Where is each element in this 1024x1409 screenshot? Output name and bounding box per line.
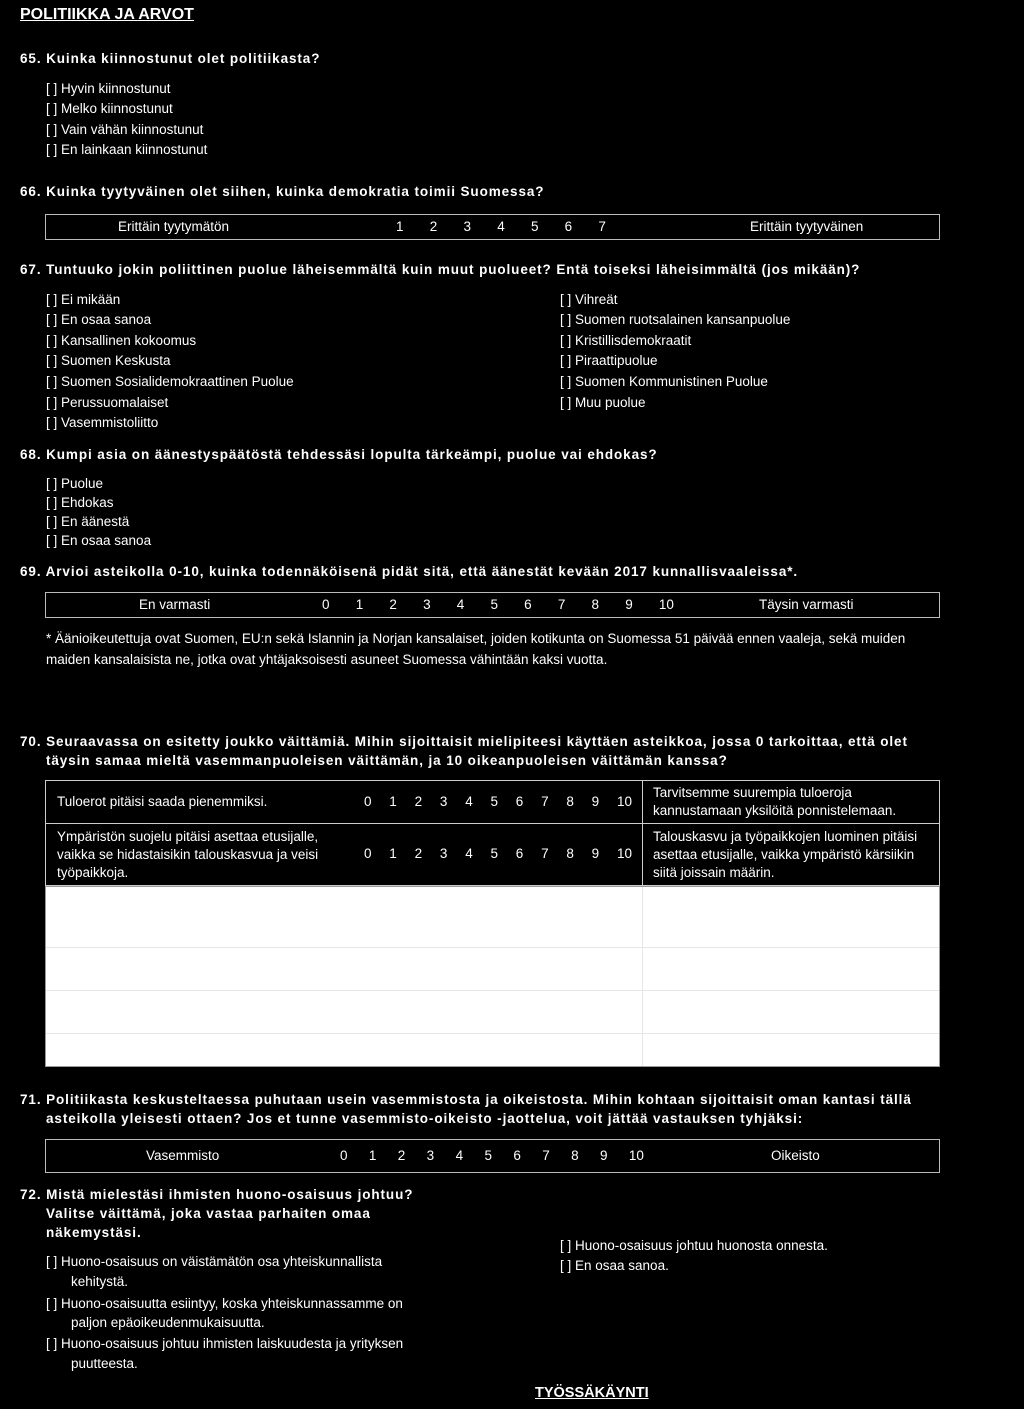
- scale-right-label: Täysin varmasti: [759, 597, 854, 612]
- scale-value[interactable]: 3: [426, 1148, 435, 1163]
- section-title: POLITIIKKA JA ARVOT: [20, 6, 194, 23]
- question-text-line-2: Valitse väittämä, joka vastaa parhaiten omaa: [46, 1206, 371, 1221]
- option-q72-right-2[interactable]: [ ] En osaa sanoa.: [560, 1258, 669, 1273]
- option-q65-4[interactable]: [ ] En lainkaan kiinnostunut: [46, 142, 208, 157]
- option-q65-2[interactable]: [ ] Melko kiinnostunut: [46, 101, 173, 116]
- question-text: Kumpi asia on äänestyspäätöstä tehdessäsi lopulta tärkeämpi, puolue vai ehdokas?: [46, 447, 658, 462]
- statement-left-2: Ympäristön suojelu pitäisi asettaa etusijalle, vaikka se hidastaisikin talouskasvua ja veisi työpaikkoja.: [57, 829, 319, 880]
- row-divider: [46, 1033, 939, 1034]
- option-q72-left-3[interactable]: [ ] Huono-osaisuus johtuu ihmisten laiskuudesta ja yrityksen: [46, 1336, 404, 1351]
- scale-numbers-row-2: [364, 846, 632, 861]
- scale-left-label: Erittäin tyytymätön: [118, 219, 230, 234]
- scale-numbers: [340, 1148, 644, 1163]
- question-70: [20, 734, 908, 749]
- option-q67-right-1[interactable]: [ ] Vihreät: [560, 292, 618, 307]
- scale-value[interactable]: 5: [490, 794, 498, 809]
- question-71: [20, 1092, 912, 1107]
- question-68: [20, 447, 658, 462]
- option-q67-left-7[interactable]: [ ] Vasemmistoliitto: [46, 415, 159, 430]
- scale-value[interactable]: 3: [463, 219, 471, 234]
- scale-value[interactable]: 4: [455, 1148, 464, 1163]
- option-q67-right-2[interactable]: [ ] Suomen ruotsalainen kansanpuolue: [560, 312, 791, 327]
- scale-value[interactable]: 2: [389, 597, 397, 612]
- question-text-line-2: asteikolla yleisesti ottaen? Jos et tunne vasemmisto-oikeisto -jaottelua, voit jättää vastauksen tyhjäksi:: [46, 1111, 804, 1126]
- footnote-line-2: maiden kansalaisista ne, jotka ovat yhtäjaksoisesti asuneet Suomessa vähintään kaksi vuotta.: [46, 652, 608, 667]
- column-divider: [642, 887, 643, 1066]
- scale-value[interactable]: 1: [396, 219, 404, 234]
- scale-value[interactable]: 9: [591, 794, 600, 809]
- question-text-line-1: Politiikasta keskusteltaessa puhutaan usein vasemmistosta ja oikeistosta. Mihin kohtaan sijoittaisit oman kantasi tällä: [46, 1092, 912, 1107]
- scale-value[interactable]: 4: [497, 219, 505, 234]
- question-text: Kuinka kiinnostunut olet politiikasta?: [46, 51, 321, 66]
- scale-left-label: En varmasti: [139, 597, 211, 612]
- question-number: 70.: [20, 734, 42, 749]
- scale-value[interactable]: 5: [490, 597, 498, 612]
- option-q68-4[interactable]: [ ] En osaa sanoa: [46, 533, 152, 548]
- question-text-line-1: Mistä mielestäsi ihmisten huono-osaisuus johtuu?: [46, 1187, 414, 1202]
- scale-numbers: [322, 597, 674, 612]
- question-text: Kuinka tyytyväinen olet siihen, kuinka demokratia toimii Suomessa?: [46, 184, 545, 199]
- option-q67-left-3[interactable]: [ ] Kansallinen kokoomus: [46, 333, 197, 348]
- statement-right-2: Talouskasvu ja työpaikkojen luominen pitäisi asettaa etusijalle, vaikka ympäristö kärsiikin siitä joissain määrin.: [653, 829, 918, 880]
- option-q67-left-1[interactable]: [ ] Ei mikään: [46, 292, 121, 307]
- scale-value[interactable]: 4: [465, 794, 473, 809]
- scale-value[interactable]: 0: [364, 794, 372, 809]
- scale-value[interactable]: 1: [389, 794, 397, 809]
- scale-value[interactable]: 8: [591, 597, 600, 612]
- scale-value[interactable]: 3: [423, 597, 431, 612]
- option-q65-1[interactable]: [ ] Hyvin kiinnostunut: [46, 81, 171, 96]
- option-q72-left-3-cont: puutteesta.: [71, 1356, 138, 1371]
- scale-value[interactable]: 6: [515, 846, 524, 861]
- scale-value[interactable]: 0: [322, 597, 330, 612]
- scale-value[interactable]: 6: [524, 597, 532, 612]
- next-section-title: TYÖSSÄKÄYNTI: [535, 1385, 649, 1401]
- scale-value[interactable]: 3: [439, 846, 448, 861]
- scale-value[interactable]: 8: [566, 846, 574, 861]
- scale-left-label: Vasemmisto: [146, 1148, 220, 1163]
- scale-value[interactable]: 8: [571, 1148, 579, 1163]
- scale-value[interactable]: 9: [591, 846, 600, 861]
- question-number: 71.: [20, 1092, 42, 1107]
- scale-value[interactable]: 9: [600, 1148, 608, 1163]
- option-q72-left-1[interactable]: [ ] Huono-osaisuus on väistämätön osa yhteiskunnallista: [46, 1254, 383, 1269]
- scale-box-q69: [45, 592, 940, 618]
- question-text-line-2: täysin samaa mieltä vasemmanpuoleisen väittämän, ja 10 oikeanpuoleisen väittämän kanssa?: [46, 753, 728, 768]
- scale-value[interactable]: 9: [625, 597, 633, 612]
- scale-value[interactable]: 1: [355, 597, 364, 612]
- scale-value[interactable]: 2: [414, 846, 423, 861]
- question-text-line-1: Seuraavassa on esitetty joukko väittämiä. Mihin sijoittaisit mielipiteesi käyttäen asteikkoa, jossa 0 tarkoittaa, että olet: [46, 734, 908, 749]
- scale-value[interactable]: 1: [368, 1148, 377, 1163]
- scale-value[interactable]: 0: [364, 846, 372, 861]
- scale-value[interactable]: 5: [484, 1148, 492, 1163]
- question-65: [20, 51, 320, 66]
- scale-right-label: Erittäin tyytyväinen: [750, 219, 864, 234]
- option-q68-1[interactable]: [ ] Puolue: [46, 476, 104, 491]
- question-number: 67.: [20, 262, 42, 277]
- option-q67-left-6[interactable]: [ ] Perussuomalaiset: [46, 395, 169, 410]
- column-divider: [642, 781, 643, 885]
- scale-value[interactable]: 2: [414, 794, 423, 809]
- statement-right-1: Tarvitsemme suurempia tuloeroja kannustamaan yksilöitä ponnistelemaan.: [653, 785, 897, 818]
- scale-value[interactable]: 10: [616, 794, 632, 809]
- scale-value[interactable]: 5: [530, 219, 539, 234]
- scale-box-q71: [45, 1139, 940, 1173]
- scale-value[interactable]: 10: [628, 1148, 644, 1163]
- option-q67-left-2[interactable]: [ ] En osaa sanoa: [46, 312, 152, 327]
- row-divider: [46, 823, 939, 824]
- scale-value[interactable]: 7: [541, 794, 549, 809]
- question-number: 65.: [20, 51, 42, 66]
- scale-numbers: [396, 219, 606, 234]
- option-q67-right-6[interactable]: [ ] Muu puolue: [560, 395, 646, 410]
- question-text: Arvioi asteikolla 0-10, kuinka todennäköisenä pidät sitä, että äänestät kevään 2017 kunnallisvaaleissa*.: [45, 564, 799, 579]
- row-divider: [46, 990, 939, 991]
- question-number: 72.: [20, 1187, 42, 1202]
- option-q67-left-4[interactable]: [ ] Suomen Keskusta: [46, 353, 171, 368]
- option-q67-left-5[interactable]: [ ] Suomen Sosialidemokraattinen Puolue: [46, 374, 294, 389]
- scale-value[interactable]: 1: [389, 846, 397, 861]
- scale-value[interactable]: 7: [598, 219, 606, 234]
- question-number: 66.: [20, 184, 42, 199]
- scale-value[interactable]: 6: [515, 794, 524, 809]
- option-q72-left-2[interactable]: [ ] Huono-osaisuutta esiintyy, koska yhteiskunnassamme on: [46, 1296, 403, 1311]
- scale-value[interactable]: 2: [397, 1148, 406, 1163]
- question-number: 69.: [20, 564, 42, 579]
- scale-value[interactable]: 2: [429, 219, 438, 234]
- option-q67-right-3[interactable]: [ ] Kristillisdemokraatit: [560, 333, 692, 348]
- scale-value[interactable]: 6: [564, 219, 573, 234]
- scale-box-q66: [45, 214, 940, 240]
- scale-value[interactable]: 7: [542, 1148, 550, 1163]
- row-divider: [46, 947, 939, 948]
- question-72: [20, 1187, 413, 1202]
- scale-value[interactable]: 7: [557, 597, 566, 612]
- scale-numbers-row-1: [364, 794, 632, 809]
- option-q67-right-5[interactable]: [ ] Suomen Kommunistinen Puolue: [560, 374, 768, 389]
- question-text: Tuntuuko jokin poliittinen puolue läheisemmältä kuin muut puolueet? Entä toiseksi läheisimmältä (jos mikään)?: [46, 262, 861, 277]
- question-67: [20, 262, 860, 277]
- scale-value[interactable]: 3: [439, 794, 448, 809]
- scale-value[interactable]: 6: [513, 1148, 521, 1163]
- footnote-line-1: * Äänioikeutettuja ovat Suomen, EU:n sekä Islannin ja Norjan kansalaiset, joiden kotikunta on Suomessa 51 päivää ennen vaaleja, sekä muiden: [46, 631, 906, 646]
- option-q72-left-2-cont: paljon epäoikeudenmukaisuutta.: [71, 1315, 265, 1330]
- statement-table: [45, 780, 940, 886]
- scale-value[interactable]: 8: [566, 794, 574, 809]
- statement-left-1: Tuloerot pitäisi saada pienemmiksi.: [57, 794, 268, 809]
- option-q72-left-1-cont: kehitystä.: [71, 1274, 129, 1289]
- option-q67-right-4[interactable]: [ ] Piraattipuolue: [560, 353, 658, 368]
- question-number: 68.: [20, 447, 42, 462]
- empty-table-area: [45, 886, 940, 1067]
- scale-value[interactable]: 5: [490, 846, 498, 861]
- option-q68-3[interactable]: [ ] En äänestä: [46, 514, 130, 529]
- scale-value[interactable]: 4: [456, 597, 465, 612]
- question-text-line-3: näkemystäsi.: [46, 1225, 142, 1240]
- option-q65-3[interactable]: [ ] Vain vähän kiinnostunut: [46, 122, 204, 137]
- scale-value[interactable]: 4: [465, 846, 473, 861]
- scale-value[interactable]: 7: [541, 846, 549, 861]
- question-69: [20, 564, 798, 579]
- scale-right-label: Oikeisto: [771, 1148, 820, 1163]
- option-q72-right-1[interactable]: [ ] Huono-osaisuus johtuu huonosta onnesta.: [560, 1238, 828, 1253]
- scale-value[interactable]: 10: [616, 846, 632, 861]
- scale-value[interactable]: 10: [658, 597, 674, 612]
- option-q68-2[interactable]: [ ] Ehdokas: [46, 495, 114, 510]
- question-66: [20, 184, 544, 199]
- scale-value[interactable]: 0: [340, 1148, 348, 1163]
